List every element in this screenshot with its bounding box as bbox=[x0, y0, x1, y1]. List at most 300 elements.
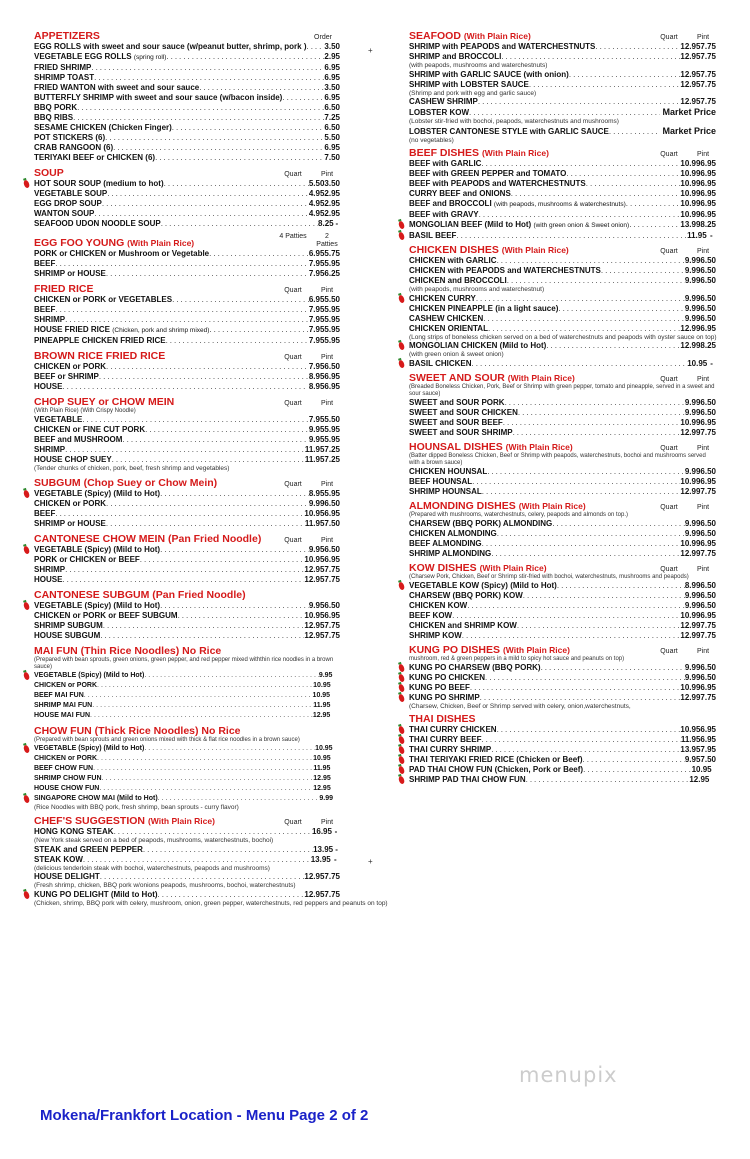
price: 11.95 bbox=[304, 455, 325, 464]
column-labels bbox=[648, 566, 716, 574]
menu-item bbox=[34, 143, 340, 153]
section-subtitle: (With Plain Rice) bbox=[502, 644, 570, 655]
price: 6.95 bbox=[700, 179, 716, 188]
menu-section bbox=[34, 589, 340, 641]
hot-pepper-icon bbox=[23, 601, 30, 610]
item-name bbox=[409, 108, 469, 118]
item-name bbox=[34, 189, 107, 199]
price: 10.99 bbox=[680, 159, 701, 168]
dot-leader bbox=[586, 179, 681, 189]
dot-leader bbox=[481, 735, 680, 745]
section-title-text: FRIED RICE bbox=[34, 283, 94, 295]
price: 10.99 bbox=[680, 179, 701, 188]
item-name-text: SINGAPORE CHOW MAI (Mild to Hot) bbox=[34, 794, 158, 802]
section-subtitle: (With Plain Rice) bbox=[481, 148, 549, 158]
column-label: Quart bbox=[284, 400, 302, 407]
left-menu-column bbox=[34, 30, 388, 909]
hot-pepper-icon bbox=[23, 744, 30, 753]
menu-section bbox=[34, 350, 340, 392]
item-name bbox=[409, 210, 479, 220]
item-name bbox=[34, 519, 106, 529]
item-name bbox=[34, 372, 99, 382]
price: 8.25 bbox=[700, 220, 716, 229]
section-title-text: SOUP bbox=[34, 167, 64, 179]
item-name-text: POT STICKERS (6) bbox=[34, 133, 106, 142]
price: 6.95 bbox=[700, 159, 716, 168]
item-name-text: HOUSE SUBGUM bbox=[34, 630, 101, 640]
menu-item bbox=[34, 621, 340, 631]
price: 9.95 bbox=[684, 755, 701, 764]
item-name bbox=[409, 220, 629, 231]
item-name-text: BEEF KOW bbox=[409, 610, 453, 620]
price: 8.95 bbox=[308, 488, 325, 498]
item-name-text: SHRIMP KOW bbox=[409, 630, 462, 640]
item-name-text: SWEET and SOUR SHRIMP bbox=[409, 427, 513, 437]
price: 6.50 bbox=[700, 600, 716, 610]
dot-leader bbox=[469, 108, 660, 118]
hot-pepper-icon bbox=[398, 693, 405, 702]
item-name bbox=[409, 621, 517, 631]
price: 7.75 bbox=[700, 692, 716, 702]
price: 7.75 bbox=[700, 548, 716, 558]
section-subtitle: (With Plain Rice) bbox=[518, 500, 586, 511]
right-menu-column bbox=[409, 30, 716, 787]
price: 12.99 bbox=[680, 620, 701, 630]
section-header bbox=[409, 441, 716, 453]
item-name-text: BEEF bbox=[34, 508, 56, 518]
item-name-text: SWEET and SOUR PORK bbox=[409, 397, 505, 407]
hot-pepper-icon bbox=[398, 663, 405, 672]
price: 9.99 bbox=[684, 266, 701, 275]
menu-item bbox=[34, 435, 340, 445]
menu-item bbox=[409, 765, 716, 775]
price: 6.50 bbox=[700, 590, 716, 600]
item-name bbox=[34, 295, 172, 305]
item-name-text: VEGETABLE bbox=[34, 415, 83, 424]
section-note: mushroom, red & green peppers in a mild to spicy hot sauce and peanuts on top) bbox=[409, 655, 625, 662]
dot-leader bbox=[583, 765, 691, 775]
menu-item bbox=[409, 169, 716, 179]
dot-leader bbox=[93, 764, 313, 774]
price: 12.95 bbox=[680, 79, 701, 89]
column-label: Pint bbox=[320, 819, 334, 826]
menu-section bbox=[34, 645, 340, 721]
item-name-text: EGG DROP SOUP bbox=[34, 199, 102, 208]
menu-item bbox=[34, 425, 340, 435]
item-name-text: BBQ RIBS bbox=[34, 113, 74, 122]
item-name-text: FRIED SHRIMP bbox=[34, 63, 92, 72]
price: 6.50 bbox=[700, 528, 716, 538]
item-name-text: VEGETABLE (Spicy) (Mild to Hot) bbox=[34, 744, 145, 752]
price: 7.95 bbox=[308, 325, 325, 334]
section-title bbox=[34, 645, 221, 657]
item-name-text: CHICKEN and BROCCOLI bbox=[409, 276, 507, 285]
column-label: Quart bbox=[284, 536, 302, 544]
section-header bbox=[34, 233, 340, 249]
hot-pepper-icon bbox=[398, 673, 405, 682]
menu-item bbox=[34, 336, 340, 346]
menu-item bbox=[34, 189, 340, 199]
item-name bbox=[34, 855, 83, 865]
price: 7.95 bbox=[308, 259, 325, 268]
menu-section bbox=[34, 233, 340, 279]
section-title bbox=[409, 372, 575, 384]
dot-leader bbox=[481, 159, 680, 169]
dot-leader bbox=[476, 294, 685, 304]
item-name bbox=[409, 127, 609, 137]
dot-leader bbox=[160, 489, 309, 499]
item-name bbox=[409, 359, 472, 369]
item-name-text: BEEF and BROCCOLI bbox=[409, 199, 492, 208]
menu-item bbox=[34, 83, 340, 93]
dot-leader bbox=[472, 477, 680, 487]
item-name-text: CASHEW CHICKEN bbox=[409, 313, 484, 323]
item-name-text: CHICKEN with GARLIC bbox=[409, 256, 497, 265]
menu-item bbox=[34, 872, 340, 882]
menu-item bbox=[409, 581, 716, 591]
price: 6.50 bbox=[700, 303, 716, 313]
price: 7.75 bbox=[700, 427, 716, 437]
column-label: Pint bbox=[696, 248, 710, 255]
dot-leader bbox=[94, 73, 324, 83]
menu-item bbox=[409, 683, 716, 693]
column-label: Pint bbox=[696, 647, 710, 655]
price: 16.95 bbox=[311, 827, 332, 836]
column-label: Quart bbox=[284, 171, 302, 178]
column-label: Quart bbox=[660, 375, 678, 383]
dot-leader bbox=[595, 42, 680, 52]
section-header bbox=[409, 244, 716, 256]
price: 7.95 bbox=[308, 362, 325, 371]
column-labels bbox=[272, 819, 340, 827]
price: 6.50 bbox=[700, 672, 716, 682]
column-label: Pint bbox=[696, 444, 710, 452]
item-name-text: THAI CURRY BEEF bbox=[409, 735, 482, 744]
price: 6.50 bbox=[324, 123, 340, 132]
price: 6.50 bbox=[700, 256, 716, 265]
menu-item bbox=[34, 123, 340, 133]
menu-item bbox=[34, 489, 340, 499]
column-labels bbox=[648, 34, 716, 42]
section-note: (Prepared with bean sprouts and green onions mixed with thick & flat rice noodles in a brown sauce) bbox=[34, 736, 300, 743]
menu-item bbox=[34, 681, 340, 691]
item-description: (Long strips of boneless chicken served on a bed of waterchestnuts and peapods with oyster sauce on top) bbox=[409, 333, 717, 341]
item-note: (Chicken, pork and shrimp mixed) bbox=[112, 327, 210, 334]
item-name bbox=[34, 489, 160, 499]
item-name bbox=[34, 784, 99, 794]
dot-leader bbox=[485, 673, 685, 683]
menu-item bbox=[34, 305, 340, 315]
price: 12.95 bbox=[689, 775, 710, 784]
price: 5.50 bbox=[324, 415, 340, 424]
item-name bbox=[34, 103, 77, 113]
item-name bbox=[409, 477, 472, 487]
price: 5.95 bbox=[324, 425, 340, 434]
section-subtitle: (With Plain Rice) bbox=[479, 562, 547, 573]
price: 10.99 bbox=[680, 199, 701, 208]
column-labels bbox=[648, 151, 716, 159]
dot-leader bbox=[552, 519, 685, 529]
menu-item bbox=[34, 601, 340, 611]
dot-leader bbox=[488, 324, 680, 334]
dot-leader bbox=[480, 693, 681, 703]
price: 8.25 bbox=[318, 219, 334, 228]
price: 6.95 bbox=[700, 323, 716, 333]
item-note: (with green onion & Sweet onion) bbox=[533, 222, 630, 229]
item-name-text: CHICKEN CURRY bbox=[409, 293, 476, 303]
price: 9.99 bbox=[684, 466, 701, 476]
item-name bbox=[34, 744, 144, 754]
section-title-text: SWEET AND SOUR bbox=[409, 371, 505, 384]
menu-item bbox=[34, 179, 340, 189]
price: 12.95 bbox=[304, 630, 325, 640]
item-name-text: SHRIMP with GARLIC SAUCE (with onion) bbox=[409, 69, 569, 79]
section-header bbox=[34, 350, 340, 362]
menu-section bbox=[409, 441, 716, 497]
item-name bbox=[34, 435, 122, 445]
price: 6.95 bbox=[700, 199, 716, 208]
dot-leader bbox=[503, 418, 681, 428]
price: 10.95 bbox=[691, 765, 712, 774]
price: 11.95 bbox=[313, 701, 331, 709]
item-name bbox=[409, 591, 523, 601]
watermark: menupix bbox=[519, 1063, 618, 1087]
dot-leader bbox=[523, 591, 685, 601]
price: 10.95 bbox=[304, 508, 325, 518]
menu-item bbox=[409, 189, 716, 199]
dot-leader bbox=[114, 827, 312, 837]
price: 10.99 bbox=[680, 610, 701, 620]
item-name bbox=[34, 325, 209, 336]
section-subtitle: (With Plain Rice) bbox=[463, 31, 531, 41]
hot-pepper-icon bbox=[23, 794, 30, 803]
price: 7.25 bbox=[324, 455, 340, 464]
menu-item bbox=[34, 199, 340, 209]
price: 11.95 bbox=[680, 735, 701, 744]
section-title-text: KUNG PO DISHES bbox=[409, 643, 501, 656]
item-name bbox=[34, 827, 114, 837]
item-name-text: CHICKEN KOW bbox=[409, 600, 468, 610]
price: 6.50 bbox=[324, 544, 340, 554]
item-name bbox=[34, 305, 55, 315]
section-header bbox=[34, 725, 340, 737]
price: 9.95 bbox=[308, 544, 325, 554]
item-name bbox=[409, 693, 480, 703]
price: 12.95 bbox=[304, 574, 325, 584]
price: 12.95 bbox=[680, 69, 701, 79]
item-name bbox=[409, 529, 497, 539]
price: 6.95 bbox=[700, 538, 716, 548]
column-label: Quart bbox=[660, 647, 678, 655]
item-name bbox=[34, 199, 102, 209]
dot-leader bbox=[65, 315, 308, 325]
item-name-text: KUNG PO CHICKEN bbox=[409, 672, 486, 682]
section-note: (Prepared with mushrooms, waterchestnuts, celery, peapods and almonds on top.) bbox=[409, 511, 628, 518]
section-note: (Prepared with bean sprouts, green onions, green pepper, and red pepper mixed withthin rice noodles in a brown sauce) bbox=[34, 656, 334, 670]
item-name bbox=[34, 336, 166, 346]
column-label: Pint bbox=[320, 354, 334, 361]
section-header bbox=[34, 477, 340, 489]
menu-item bbox=[34, 133, 340, 143]
item-name bbox=[34, 269, 106, 279]
item-description: (Chicken, shrimp, BBQ pork with celery, mushroom, onion, green pepper, waterchestnuts, red peppers and peanuts on top) bbox=[34, 899, 388, 907]
plus-mark: + bbox=[368, 857, 373, 866]
menu-item bbox=[409, 126, 716, 137]
item-name-text: VEGETABLE (Spicy) (Mild to Hot) bbox=[34, 488, 161, 498]
dot-leader bbox=[166, 52, 324, 62]
item-name-text: HOUSE bbox=[34, 382, 63, 391]
price: 10.99 bbox=[680, 210, 701, 219]
item-name bbox=[34, 565, 65, 575]
menu-item bbox=[34, 362, 340, 372]
price: 9.99 bbox=[684, 407, 701, 417]
menu-item bbox=[409, 398, 716, 408]
price: 6.95 bbox=[324, 610, 340, 620]
price: 13.95 bbox=[680, 745, 701, 754]
menu-item bbox=[409, 359, 716, 369]
dot-leader bbox=[470, 683, 680, 693]
item-description: (with green onion & sweet onion) bbox=[409, 351, 504, 358]
price: 12.95 bbox=[313, 774, 331, 782]
menu-item bbox=[34, 73, 340, 83]
item-name-text: SHRIMP HOUNSAL bbox=[409, 486, 482, 496]
item-name bbox=[34, 621, 103, 631]
dot-leader bbox=[452, 611, 680, 621]
dot-leader bbox=[566, 169, 680, 179]
item-name bbox=[409, 775, 526, 785]
menu-item bbox=[34, 372, 340, 382]
price: 7.95 bbox=[308, 315, 325, 324]
item-name bbox=[34, 93, 282, 103]
price: 12.99 bbox=[680, 427, 701, 437]
item-name bbox=[409, 487, 482, 497]
price: 5.75 bbox=[324, 249, 340, 258]
column-label: Pint bbox=[696, 151, 710, 158]
item-name bbox=[34, 681, 97, 691]
menu-item bbox=[409, 611, 716, 621]
price: 6.95 bbox=[700, 476, 716, 486]
item-name bbox=[34, 113, 73, 123]
price: 9.95 bbox=[308, 425, 325, 434]
price: 10.99 bbox=[680, 417, 701, 427]
item-name-text: BASIL BEEF bbox=[409, 231, 457, 240]
menu-item bbox=[34, 103, 340, 113]
menu-item bbox=[409, 755, 716, 765]
item-note: (spring roll) bbox=[133, 54, 167, 61]
section-title bbox=[34, 283, 94, 295]
column-label: Pint bbox=[320, 536, 334, 544]
dot-leader bbox=[518, 408, 685, 418]
hot-pepper-icon bbox=[23, 489, 30, 498]
item-name bbox=[409, 673, 485, 683]
price: 6.50 bbox=[700, 293, 716, 303]
dot-leader bbox=[73, 113, 324, 123]
item-name bbox=[409, 294, 476, 304]
dot-leader bbox=[92, 701, 313, 711]
price: 12.95 bbox=[313, 784, 331, 792]
menu-item bbox=[409, 591, 716, 601]
item-name-text: CHICKEN or PORK bbox=[34, 498, 107, 508]
menu-item bbox=[409, 324, 716, 334]
column-labels bbox=[272, 481, 340, 489]
item-name-text: KUNG PO BEEF bbox=[409, 682, 470, 692]
dot-leader bbox=[91, 63, 324, 73]
dot-leader bbox=[113, 143, 324, 153]
item-name bbox=[409, 80, 529, 90]
menu-item bbox=[34, 455, 340, 465]
price: 10.95 bbox=[680, 725, 701, 734]
section-header bbox=[34, 645, 340, 657]
item-name bbox=[409, 725, 497, 735]
menu-section bbox=[34, 725, 340, 812]
price: 2.95 bbox=[324, 199, 340, 208]
item-name bbox=[34, 133, 105, 143]
item-name bbox=[34, 575, 62, 585]
menu-item bbox=[34, 774, 340, 784]
item-name-text: SHRIMP CHOW FUN bbox=[34, 774, 102, 782]
item-name-text: CHICKEN HOUNSAL bbox=[409, 466, 488, 476]
price: 6.95 bbox=[700, 417, 716, 427]
price: 6.95 bbox=[324, 382, 340, 391]
dot-leader bbox=[107, 189, 309, 199]
item-name-text: VEGETABLE (Spicy) (Mild to Hot) bbox=[34, 671, 145, 679]
hot-pepper-icon bbox=[23, 671, 30, 680]
dot-leader bbox=[97, 681, 313, 691]
menu-item bbox=[34, 153, 340, 163]
item-name bbox=[34, 601, 160, 611]
dot-leader bbox=[105, 133, 324, 143]
dot-leader bbox=[507, 276, 685, 286]
section-title-text: SEAFOOD bbox=[409, 30, 461, 42]
section-header bbox=[34, 30, 340, 42]
section-header bbox=[34, 396, 340, 408]
section-title bbox=[409, 147, 549, 159]
menu-item bbox=[409, 97, 716, 107]
price: 6.95 bbox=[700, 725, 716, 734]
menu-item bbox=[34, 249, 340, 259]
item-name bbox=[409, 341, 546, 351]
dot-leader bbox=[160, 601, 309, 611]
price: 9.99 bbox=[684, 313, 701, 323]
dot-leader bbox=[209, 249, 309, 259]
price: - bbox=[335, 219, 339, 228]
menu-item bbox=[409, 549, 716, 559]
item-name-text: HONG KONG STEAK bbox=[34, 827, 114, 836]
price: 5.95 bbox=[324, 325, 340, 334]
menu-item bbox=[34, 499, 340, 509]
item-name bbox=[34, 872, 100, 882]
item-name-text: SHRIMP SUBGUM bbox=[34, 620, 103, 630]
item-name-text: BEEF HOUNSAL bbox=[409, 476, 473, 486]
section-title bbox=[34, 350, 165, 362]
column-label: Quart bbox=[660, 34, 678, 41]
dot-leader bbox=[83, 855, 311, 865]
dot-leader bbox=[511, 189, 681, 199]
dot-leader bbox=[100, 872, 305, 882]
item-name-text: KUNG PO CHARSEW (BBQ PORK) bbox=[409, 662, 541, 672]
menu-item bbox=[34, 269, 340, 279]
item-name bbox=[409, 611, 452, 621]
column-label: Quart bbox=[284, 819, 302, 826]
price: 9.99 bbox=[684, 662, 701, 672]
dot-leader bbox=[209, 325, 308, 335]
item-name-text: VEGETABLE KOW (Spicy) (Mild to Hot) bbox=[409, 580, 557, 590]
price: 12.99 bbox=[680, 323, 701, 333]
menu-item bbox=[34, 315, 340, 325]
section-title bbox=[34, 589, 246, 601]
menu-item bbox=[34, 113, 340, 123]
menu-item bbox=[34, 519, 340, 529]
